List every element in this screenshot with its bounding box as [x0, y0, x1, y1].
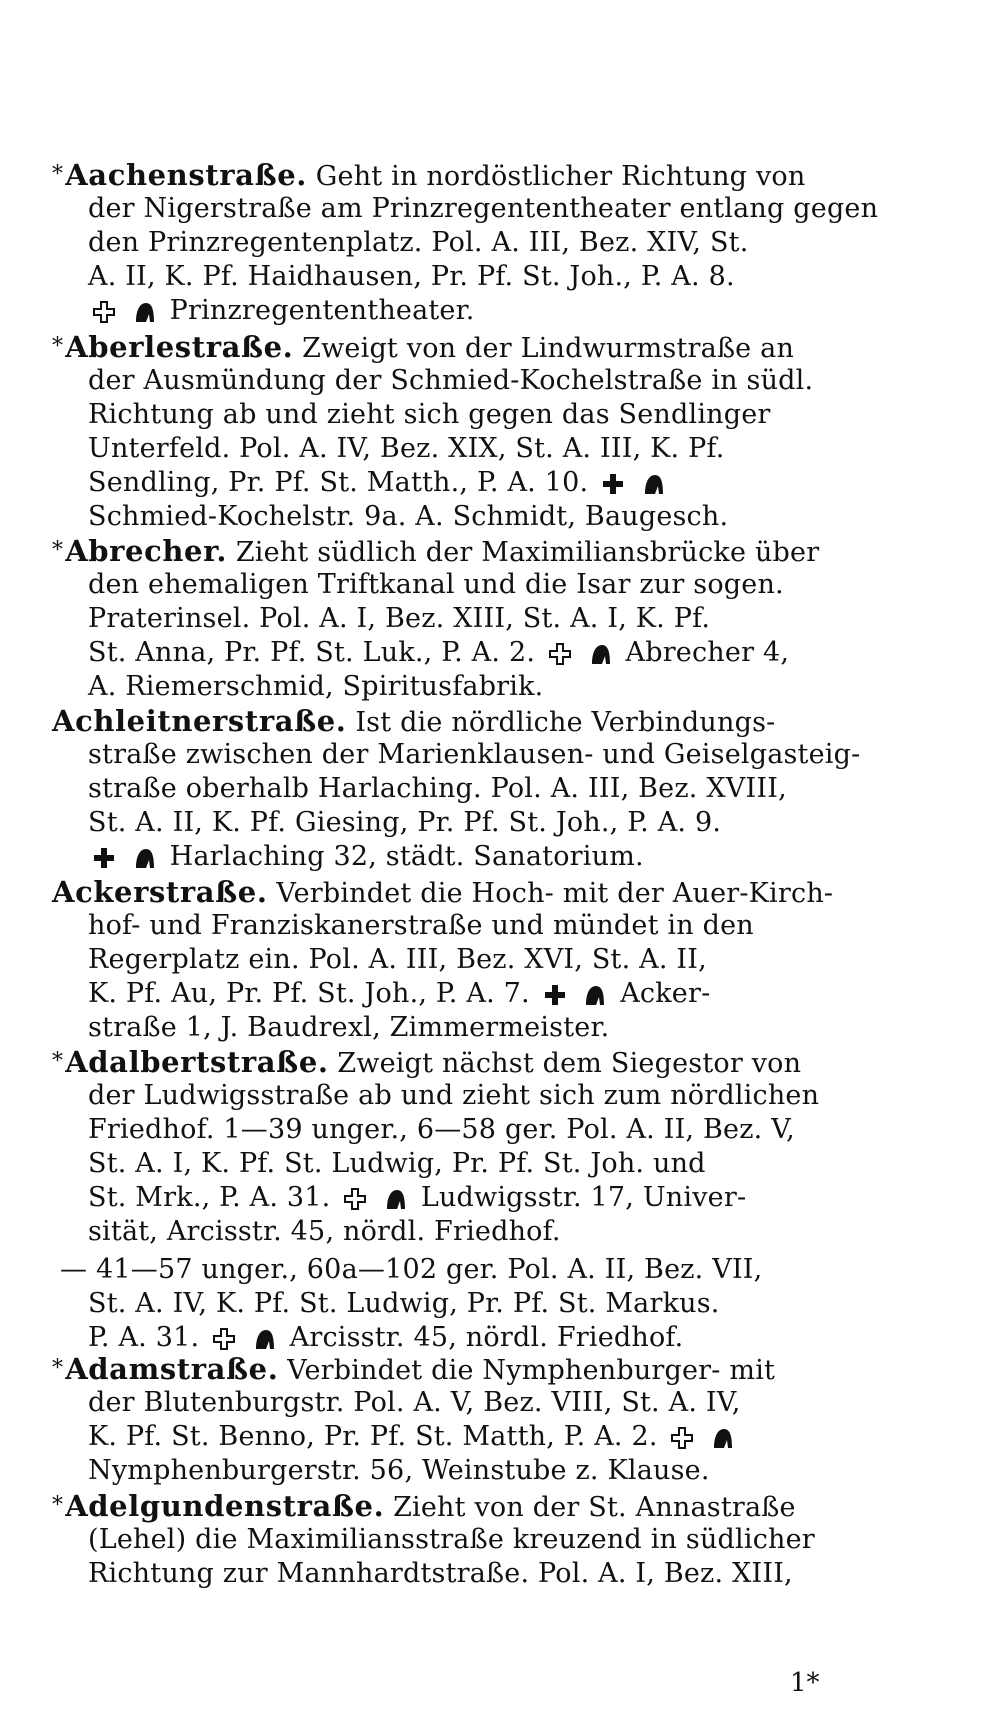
asterisk: *: [52, 1356, 64, 1381]
entry-text-line: Richtung zur Mannhardtstraße. Pol. A. I, Bez. XIII,: [88, 1558, 793, 1589]
entry-text-line: der Ausmündung der Schmied-Kochelstraße in südl.: [88, 365, 814, 396]
entry-text-line: der Ludwigsstraße ab und zieht sich zum nördlichen: [88, 1080, 820, 1111]
fire-helmet-icon: [253, 1327, 277, 1351]
outline-cross-icon: [92, 300, 116, 324]
entry-text-line: K. Pf. St. Benno, Pr. Pf. St. Matth, P. A. 2.: [88, 1421, 658, 1452]
street-name: Adalbertstraße.: [65, 1045, 329, 1079]
entry-text-line: — 41—57 unger., 60a—102 ger. Pol. A. II, Bez. VII,: [60, 1254, 763, 1285]
street-name: Adamstraße.: [65, 1352, 279, 1386]
entry-text-line: Zieht von der St. Annastraße: [393, 1492, 796, 1523]
entry-text-line: Geht in nordöstlicher Richtung von: [315, 161, 806, 192]
entry-text-line: (Lehel) die Maximiliansstraße kreuzend in südlicher: [88, 1524, 815, 1555]
solid-cross-icon: [601, 472, 625, 496]
entry-text-line: St. A. I, K. Pf. St. Ludwig, Pr. Pf. St. Joh. und: [88, 1148, 706, 1179]
entry-text-line: St. Mrk., P. A. 31.: [88, 1182, 331, 1213]
asterisk: *: [52, 162, 64, 187]
entry-text-line: A. II, K. Pf. Haidhausen, Pr. Pf. St. Joh., P. A. 8.: [88, 261, 735, 292]
entry-text-line: Sendling, Pr. Pf. St. Matth., P. A. 10.: [88, 467, 589, 498]
entry-text-line: Verbindet die Nymphenburger- mit: [287, 1355, 776, 1386]
entry-text-line: straße 1, J. Baudrexl, Zimmermeister.: [88, 1012, 610, 1043]
entry-text-line: K. Pf. Au, Pr. Pf. St. Joh., P. A. 7.: [88, 978, 530, 1009]
fire-helmet-icon: [642, 472, 666, 496]
entry-text-line: St. Anna, Pr. Pf. St. Luk., P. A. 2.: [88, 637, 536, 668]
asterisk: *: [52, 334, 64, 359]
solid-cross-icon: [543, 983, 567, 1007]
entry-text-line: hof- und Franziskanerstraße und mündet in den: [88, 910, 754, 941]
outline-cross-icon: [548, 642, 572, 666]
entry-text-line: den Prinzregentenplatz. Pol. A. III, Bez. XIV, St.: [88, 227, 749, 258]
entry-text-line: Zweigt von der Lindwurmstraße an: [302, 333, 795, 364]
fire-helmet-icon: [384, 1187, 408, 1211]
fire-helmet-icon: [589, 642, 613, 666]
entry-text-line: der Blutenburgstr. Pol. A. V, Bez. VIII, St. A. IV,: [88, 1387, 741, 1418]
entry-text-line: Acker-: [620, 978, 711, 1009]
entry-text-line: Friedhof. 1—39 unger., 6—58 ger. Pol. A. II, Bez. V,: [88, 1114, 795, 1145]
street-name: Ackerstraße.: [52, 875, 268, 909]
street-name: Aachenstraße.: [65, 158, 307, 192]
entry-text-line: P. A. 31.: [88, 1322, 200, 1353]
entry-text-line: Zieht südlich der Maximiliansbrücke über: [235, 537, 820, 568]
entry-text-line: Praterinsel. Pol. A. I, Bez. XIII, St. A. I, K. Pf.: [88, 603, 711, 634]
entry-text-line: Abrecher 4,: [625, 637, 790, 668]
entry-text-line: Unterfeld. Pol. A. IV, Bez. XIX, St. A. III, K. Pf.: [88, 433, 725, 464]
entry-text-line: Verbindet die Hoch- mit der Auer-Kirch-: [276, 878, 834, 909]
entry-text-line: Arcisstr. 45, nördl. Friedhof.: [289, 1322, 684, 1353]
entry-text-line: den ehemaligen Triftkanal und die Isar zur sogen.: [88, 569, 784, 600]
entry-text-line: Richtung ab und zieht sich gegen das Sendlinger: [88, 399, 771, 430]
entry-text-line: Prinzregententheater.: [169, 295, 475, 326]
fire-helmet-icon: [711, 1426, 735, 1450]
fire-helmet-icon: [133, 300, 157, 324]
fire-helmet-icon: [133, 846, 157, 870]
entry-text-line: der Nigerstraße am Prinzregententheater entlang gegen: [88, 193, 879, 224]
entry-text-line: sität, Arcisstr. 45, nördl. Friedhof.: [88, 1216, 561, 1247]
street-name: Achleitnerstraße.: [52, 704, 347, 738]
solid-cross-icon: [92, 846, 116, 870]
entry-text-line: St. A. II, K. Pf. Giesing, Pr. Pf. St. Joh., P. A. 9.: [88, 807, 722, 838]
street-name: Adelgundenstraße.: [65, 1489, 385, 1523]
entry-text-line: Nymphenburgerstr. 56, Weinstube z. Klause.: [88, 1455, 710, 1486]
asterisk: *: [52, 1049, 64, 1074]
outline-cross-icon: [670, 1426, 694, 1450]
asterisk: *: [52, 1493, 64, 1518]
page-number: 1*: [790, 1668, 820, 1698]
entry-text-line: Ist die nördliche Verbindungs-: [355, 707, 776, 738]
outline-cross-icon: [212, 1327, 236, 1351]
entry-text-line: Schmied-Kochelstr. 9a. A. Schmidt, Baugesch.: [88, 501, 729, 532]
entry-text-line: Regerplatz ein. Pol. A. III, Bez. XVI, St. A. II,: [88, 944, 707, 975]
outline-cross-icon: [343, 1187, 367, 1211]
fire-helmet-icon: [583, 983, 607, 1007]
entry-text-line: A. Riemerschmid, Spiritusfabrik.: [88, 671, 544, 702]
entry-text-line: straße zwischen der Marienklausen- und Geiselgasteig-: [88, 739, 861, 770]
street-name: Abrecher.: [65, 534, 228, 568]
asterisk: *: [52, 538, 64, 563]
entry-text-line: Harlaching 32, städt. Sanatorium.: [169, 841, 644, 872]
entry-text-line: straße oberhalb Harlaching. Pol. A. III, Bez. XVIII,: [88, 773, 787, 804]
entry-text-line: Zweigt nächst dem Siegestor von: [337, 1048, 802, 1079]
entry-text-line: Ludwigsstr. 17, Univer-: [420, 1182, 747, 1213]
street-name: Aberlestraße.: [65, 330, 294, 364]
entry-text-line: St. A. IV, K. Pf. St. Ludwig, Pr. Pf. St. Markus.: [88, 1288, 720, 1319]
